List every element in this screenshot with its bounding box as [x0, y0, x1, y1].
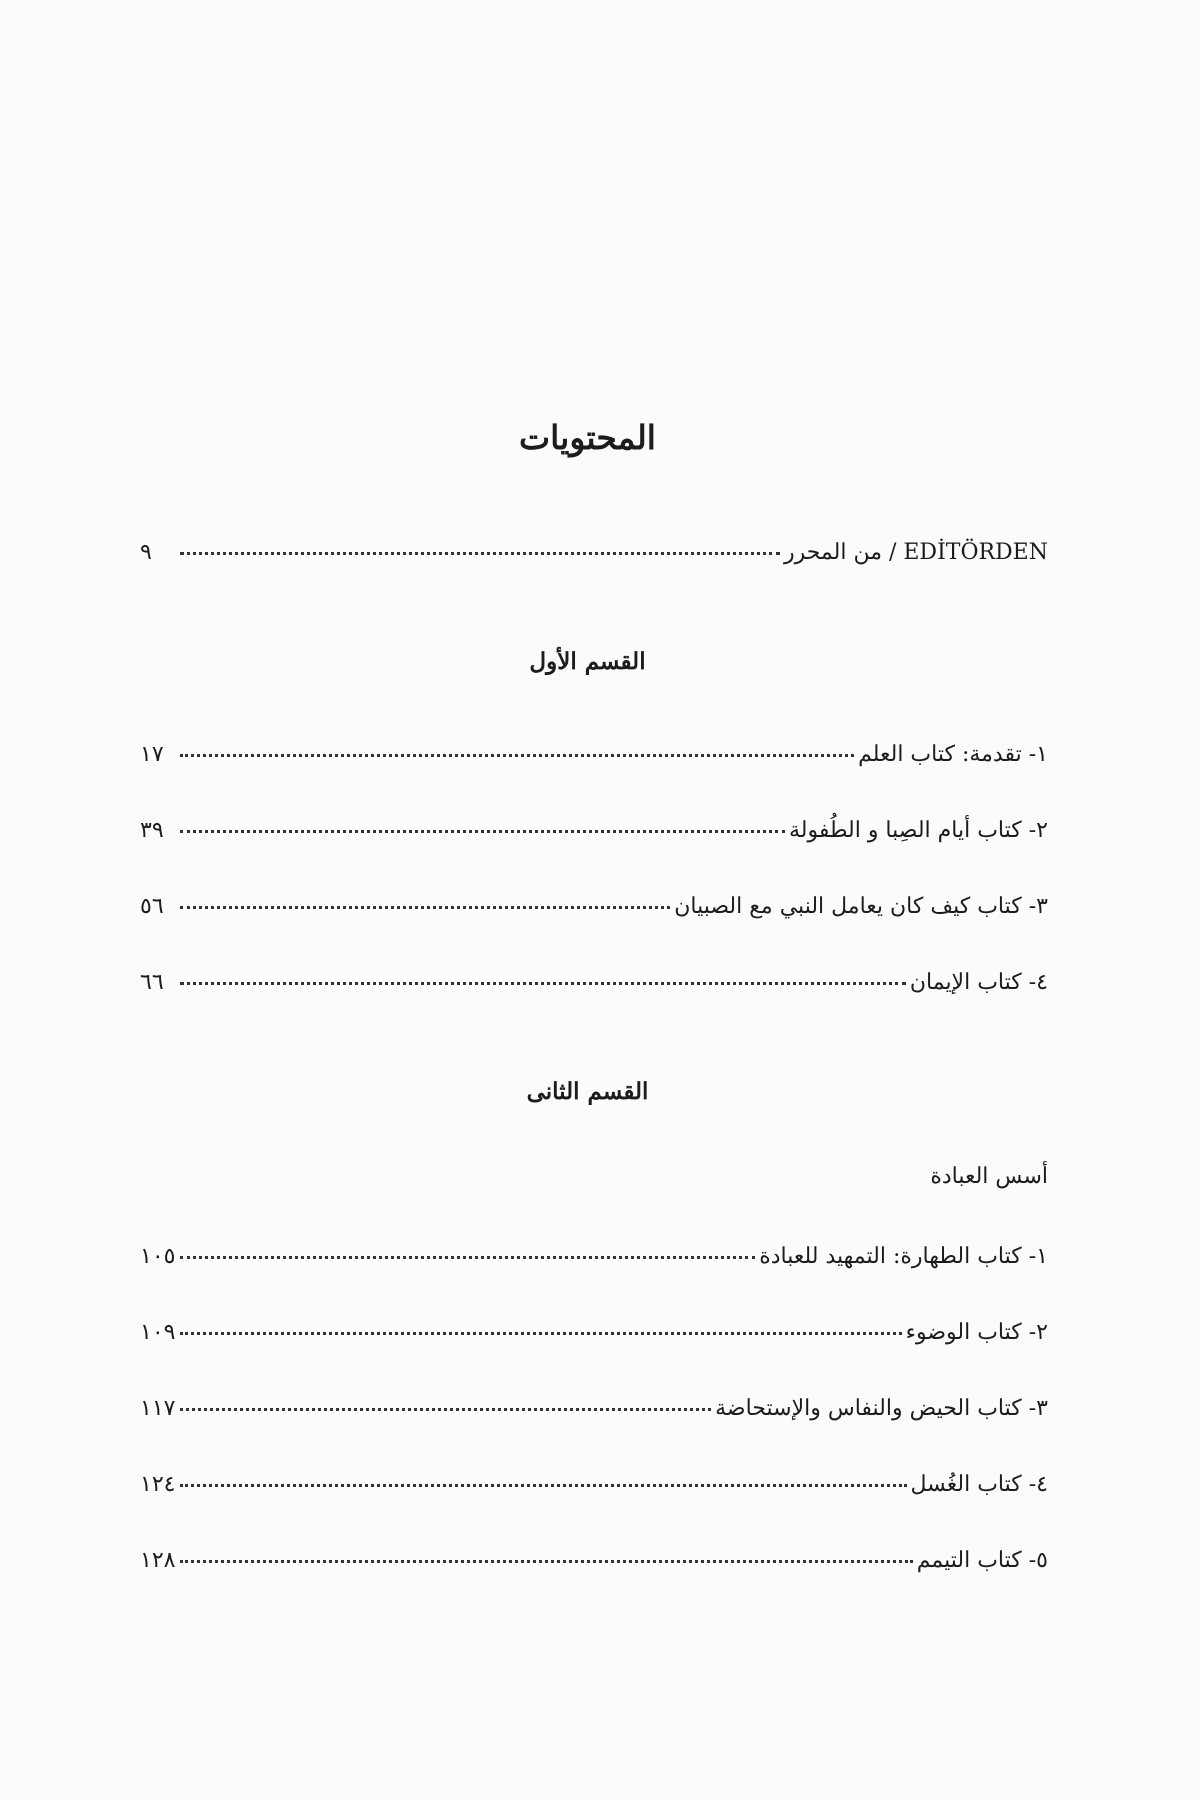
dot-leader	[180, 982, 906, 985]
entry-page-number: ١٢٨	[140, 1548, 176, 1573]
toc-entry[interactable]	[140, 1472, 1048, 1512]
entry-label: ٤- كتاب الغُسل	[910, 1472, 1048, 1497]
toc-entry-editor[interactable]	[140, 540, 1048, 580]
entry-page-number: ١٧	[140, 742, 164, 767]
entry-page-number: ١١٧	[140, 1396, 176, 1421]
dot-leader	[180, 1560, 913, 1563]
entry-page-number: ٩	[140, 540, 152, 565]
entry-page-number: ١٢٤	[140, 1472, 176, 1497]
toc-entry[interactable]	[140, 1396, 1048, 1436]
dot-leader	[180, 830, 785, 833]
page-title: المحتويات	[519, 418, 656, 457]
toc-entry[interactable]	[140, 970, 1048, 1010]
entry-label: ٤- كتاب الإيمان	[909, 970, 1048, 995]
entry-page-number: ٥٦	[140, 894, 164, 919]
dot-leader	[180, 552, 780, 555]
dot-leader	[180, 1408, 711, 1411]
toc-entry[interactable]	[140, 742, 1048, 782]
entry-label: ١- كتاب الطهارة: التمهيد للعبادة	[759, 1244, 1048, 1269]
entry-label: ٥- كتاب التيمم	[916, 1548, 1048, 1573]
entry-label: ٣- كتاب كيف كان يعامل النبي مع الصبيان	[674, 894, 1048, 919]
entry-page-number: ١٠٩	[140, 1320, 176, 1345]
section-heading-2: القسم الثانى	[526, 1078, 649, 1105]
entry-label: ١- تقدمة: كتاب العلم	[858, 742, 1048, 767]
toc-entry[interactable]	[140, 894, 1048, 934]
toc-entry[interactable]	[140, 1320, 1048, 1360]
entry-page-number: ٦٦	[140, 970, 164, 995]
toc-entry[interactable]	[140, 818, 1048, 858]
dot-leader	[180, 1484, 907, 1487]
entry-label: ٢- كتاب الوضوء	[905, 1320, 1048, 1345]
entry-label: EDİTÖRDEN / من المحرر	[783, 540, 1048, 565]
entry-page-number: ١٠٥	[140, 1244, 176, 1269]
toc-entry[interactable]	[140, 1244, 1048, 1284]
dot-leader	[180, 1256, 755, 1259]
dot-leader	[180, 1332, 902, 1335]
entry-page-number: ٣٩	[140, 818, 164, 843]
subsection-heading: أسس العبادة	[930, 1164, 1048, 1189]
dot-leader	[180, 906, 670, 909]
entry-label: ٢- كتاب أيام الصِبا و الطُفولة	[788, 818, 1048, 843]
dot-leader	[180, 754, 854, 757]
toc-entry[interactable]	[140, 1548, 1048, 1588]
section-heading-1: القسم الأول	[529, 648, 646, 675]
entry-label: ٣- كتاب الحيض والنفاس والإستحاضة	[715, 1396, 1048, 1421]
